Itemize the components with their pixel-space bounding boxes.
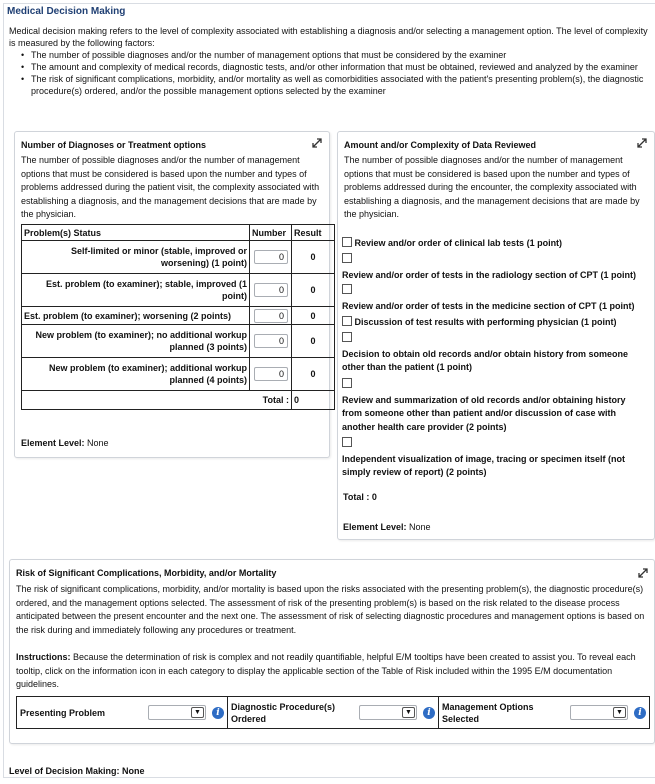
checkbox[interactable]	[342, 332, 352, 342]
risk-title: Risk of Significant Complications, Morbidity, and/or Mortality	[16, 568, 277, 578]
data-total: Total : 0	[343, 492, 377, 502]
expand-icon[interactable]	[638, 568, 648, 578]
row-label: Self-limited or minor (stable, improved or worsening) (1 point)	[22, 241, 250, 274]
risk-panel	[9, 559, 655, 744]
row-label: Est. problem (to examiner); stable, improved (1 point)	[22, 274, 250, 307]
factor-item: • The number of possible diagnoses and/or the number of management options that must be considered by the examiner	[9, 49, 655, 61]
row-result: 0	[292, 358, 335, 391]
diagnostic-procedure-cell	[228, 697, 439, 728]
checklist-item: Review and/or order of clinical lab tests (1 point)	[342, 237, 562, 251]
factor-list	[9, 49, 655, 97]
total-row	[22, 391, 335, 410]
risk-selection-table	[16, 696, 650, 729]
presenting-problem-select[interactable]	[148, 705, 206, 720]
element-level-value: None	[409, 522, 431, 532]
management-options-select[interactable]	[570, 705, 628, 720]
number-input[interactable]: 0	[254, 250, 288, 264]
expand-icon[interactable]	[312, 138, 322, 148]
data-reviewed-description: The number of possible diagnoses and/or the number of management options that must be considered is based upon the number and types of problems addressed during the encounter, the complexity associated with establishing a diagnosis, and the management decisions that are made by the physician.	[344, 155, 640, 219]
table-row	[22, 274, 335, 307]
info-icon[interactable]: i	[212, 707, 224, 719]
checkbox[interactable]	[342, 437, 352, 447]
header-status: Problem(s) Status	[22, 225, 250, 241]
row-label: Est. problem (to examiner); worsening (2 points)	[22, 307, 250, 325]
number-input[interactable]: 0	[254, 283, 288, 297]
factor-item: • The amount and complexity of medical records, diagnostic tests, and/or other information that must be obtained, reviewed and analyzed by the examiner	[9, 61, 655, 73]
section-intro	[9, 25, 655, 97]
data-reviewed-panel	[337, 131, 655, 540]
section-title: Medical Decision Making	[7, 6, 126, 17]
checkbox[interactable]	[342, 253, 352, 263]
data-total-value: 0	[371, 492, 377, 502]
element-level-value: None	[87, 438, 109, 448]
diagnostic-procedure-select[interactable]	[359, 705, 417, 720]
presenting-problem-label: Presenting Problem	[20, 707, 106, 718]
row-result: 0	[292, 325, 335, 358]
data-element-level: Element Level: None	[343, 522, 431, 532]
info-icon[interactable]: i	[634, 707, 646, 719]
total-value: 0	[292, 391, 335, 410]
risk-description: The risk of significant complications, morbidity, and/or mortality is based upon the risks associated with the presenting problem(s), the diagnostic procedure(s) ordered, and the management options selected. The assessment of risk of the presenting problem(s) is based on the risk related to the disease process anticipated between the present encounter and the next one. The assessment of risk of selecting diagnostic procedures and management options is based on the risk during and immediately following any procedures or treatment.	[16, 584, 645, 635]
checklist-item: Review and summarization of old records and/or obtaining history from someone other than patient and/or discussion of case with another health care provider (2 points)	[342, 378, 642, 434]
total-label: Total :	[22, 391, 292, 410]
checklist-item: Decision to obtain old records and/or obtain history from someone other than the patient (1 point)	[342, 332, 642, 375]
checkbox[interactable]	[342, 316, 352, 326]
checkbox[interactable]	[342, 378, 352, 388]
table-row	[22, 241, 335, 274]
diagnoses-description: The number of possible diagnoses and/or the number of management options that must be considered is based upon the number and types of problems addressed during the patient visit, the complexity associated with establishing a diagnosis, and the management decisions that are made by the physician.	[21, 155, 320, 219]
expand-icon[interactable]	[637, 138, 647, 148]
number-input[interactable]: 0	[254, 334, 288, 348]
intro-text: Medical decision making refers to the level of complexity associated with establishing a diagnosis and/or selecting a management option. The level of complexity is measured by the following factors:	[9, 26, 648, 48]
row-label: New problem (to examiner); additional workup planned (4 points)	[22, 358, 250, 391]
presenting-problem-cell	[17, 697, 228, 728]
diagnoses-element-level: Element Level: None	[21, 438, 109, 448]
checklist-item: Discussion of test results with performing physician (1 point)	[342, 316, 617, 330]
diagnoses-table	[21, 224, 335, 410]
diagnostic-procedure-label: Diagnostic Procedure(s) Ordered	[231, 701, 336, 724]
row-result: 0	[292, 307, 335, 325]
table-row	[22, 358, 335, 391]
chevron-down-icon: ▼	[191, 707, 204, 718]
checkbox[interactable]	[342, 237, 352, 247]
number-input[interactable]: 0	[254, 309, 288, 323]
diagnoses-title: Number of Diagnoses or Treatment options	[21, 140, 207, 150]
checklist-item: Review and/or order of tests in the medicine section of CPT (1 point)	[342, 284, 635, 313]
chevron-down-icon: ▼	[402, 707, 415, 718]
header-result: Result	[292, 225, 335, 241]
diagnoses-panel	[14, 131, 330, 458]
row-label: New problem (to examiner); no additional workup planned (3 points)	[22, 325, 250, 358]
factor-item: • The risk of significant complications, morbidity, and/or mortality as well as comorbidities associated with the patient's presenting problem(s), the diagnostic procedure(s) ordered, and/or the possible management options selected by the examiner	[9, 73, 655, 97]
risk-instructions: Instructions: Because the determination of risk is complex and not readily quantifiable, helpful E/M tooltips have been created to assist you. To reveal each tooltip, click on the information icon in each category to display the applicable section of the Table of Risk included within the 1995 E/M documentation guidelines.	[16, 652, 636, 689]
checklist-item: Independent visualization of image, tracing or specimen itself (not simply review of report) (2 points)	[342, 437, 642, 480]
chevron-down-icon: ▼	[613, 707, 626, 718]
table-row	[22, 307, 335, 325]
level-of-decision-making: Level of Decision Making: None	[9, 766, 145, 776]
info-icon[interactable]: i	[423, 707, 435, 719]
level-value: None	[122, 766, 145, 776]
row-result: 0	[292, 241, 335, 274]
management-options-label: Management Options Selected	[442, 701, 534, 724]
header-number: Number	[250, 225, 292, 241]
table-row	[22, 325, 335, 358]
checkbox[interactable]	[342, 284, 352, 294]
data-reviewed-title: Amount and/or Complexity of Data Reviewed	[344, 140, 537, 150]
row-result: 0	[292, 274, 335, 307]
management-options-cell	[439, 697, 649, 728]
number-input[interactable]: 0	[254, 367, 288, 381]
checklist-item: Review and/or order of tests in the radiology section of CPT (1 point)	[342, 253, 636, 282]
